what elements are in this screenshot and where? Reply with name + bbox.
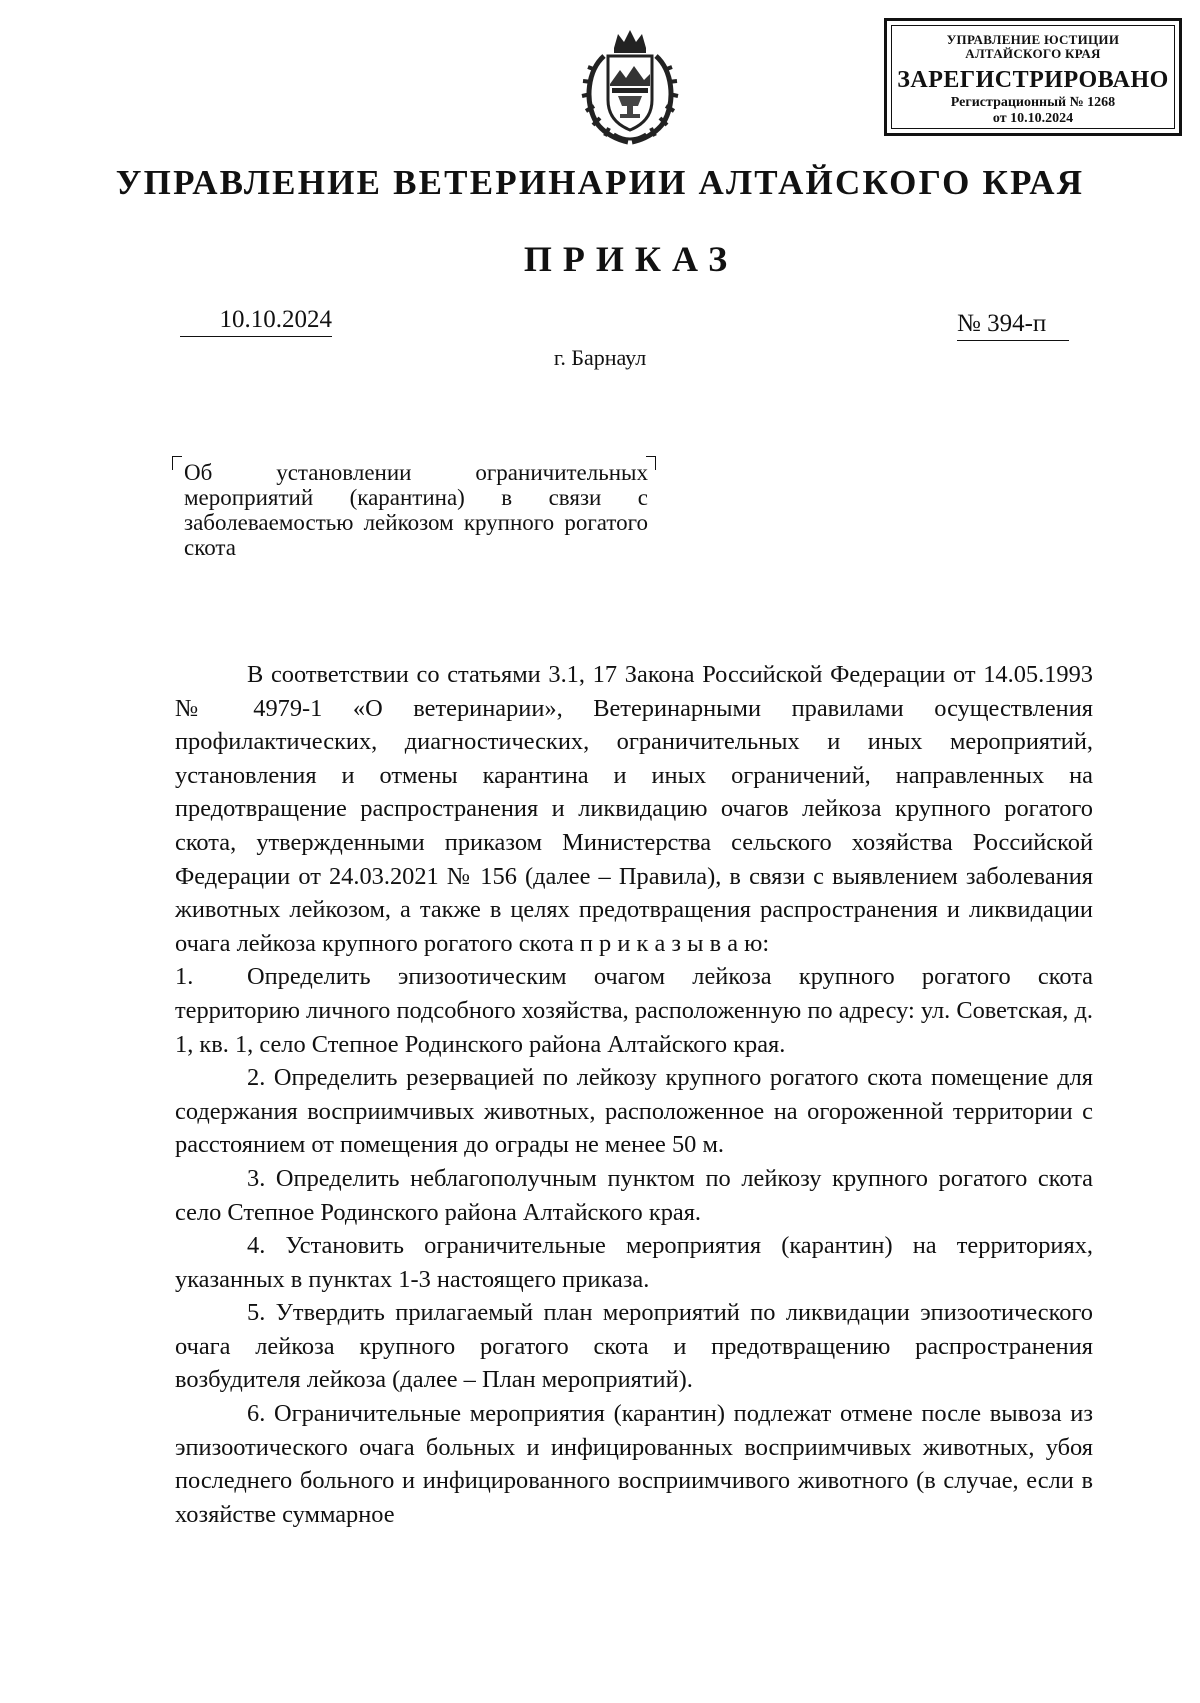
document-type: ПРИКАЗ [523, 239, 739, 279]
document-body [175, 658, 1093, 1531]
stamp-authority-line2: АЛТАЙСКОГО КРАЯ [965, 46, 1101, 61]
item-6-paragraph: 6. Ограничительные мероприятия (карантин) подлежат отмене после вывоза из эпизоотического очага больных и инфицированных восприимчивых животных, убоя последнего больного и инфицированного восприимчивого животного (в случае, если в хозяйстве суммарное [175, 1400, 1093, 1528]
organization-title: УПРАВЛЕНИЕ ВЕТЕРИНАРИИ АЛТАЙСКОГО КРАЯ [115, 163, 1085, 202]
item-1-number: 1. [175, 963, 194, 991]
registration-stamp [884, 18, 1182, 136]
preamble-paragraph: В соответствии со статьями 3.1, 17 Закона Российской Федерации от 14.05.1993 № 4979-1 «О ветеринарии», Ветеринарными правилами осуществления профилактических, диагностических, ограничительных и иных мероприятий, установления и отмены карантина и иных ограничений, направленных на предотвращение распространения и ликвидацию очагов лейкоза крупного рогатого скота, утвержденными приказом Министерства сельского хозяйства Российской Федерации от 24.03.2021 № 156 (далее – Правила), в связи с выявлением заболевания животных лейкозом, а также в целях предотвращения распространения и ликвидации очага лейкоза крупного рогатого скота п р и к а з ы в а ю: [175, 661, 1093, 957]
item-3-paragraph: 3. Определить неблагополучным пунктом по лейкозу крупного рогатого скота село Степное Родинского района Алтайского края. [175, 1164, 1093, 1226]
item-1-paragraph [175, 960, 1093, 1061]
document-date: 10.10.2024 [180, 306, 332, 337]
stamp-authority-line1: УПРАВЛЕНИЕ ЮСТИЦИИ [946, 32, 1120, 47]
document-city: г. Барнаул [553, 345, 647, 370]
stamp-registration-date: от 10.10.2024 [992, 111, 1074, 126]
item-5-paragraph: 5. Утвердить прилагаемый план мероприятий по ликвидации эпизоотического очага лейкоза крупного рогатого скота и предотвращению распространения возбудителя лейкоза (далее – План мероприятий). [175, 1299, 1093, 1394]
item-4-paragraph: 4. Установить ограничительные мероприятия (карантин) на территориях, указанных в пунктах 1-3 настоящего приказа. [175, 1232, 1093, 1293]
document-number: № 394-п [957, 310, 1069, 341]
stamp-registration-number: Регистрационный № 1268 [950, 95, 1116, 110]
item-2-paragraph: 2. Определить резервацией по лейкозу крупного рогатого скота помещение для содержания восприимчивых животных, расположенное на огороженной территории с расстоянием от помещения до ограды не менее 50 м. [175, 1064, 1093, 1159]
subject-bracket-left [172, 456, 182, 470]
item-1-text: Определить эпизоотическим очагом лейкоза крупного рогатого скота территорию личного подсобного хозяйства, расположенную по адресу: ул. Советская, д. 1, кв. 1, село Степное Родинского района Алтайского края. [175, 963, 1093, 1058]
coat-of-arms-icon [574, 26, 686, 148]
document-subject: Об установлении ограничительных мероприятий (карантина) в связи с заболеваемостью лейкозом крупного рогатого скота [184, 460, 648, 560]
stamp-status: ЗАРЕГИСТРИРОВАНО [897, 67, 1169, 93]
